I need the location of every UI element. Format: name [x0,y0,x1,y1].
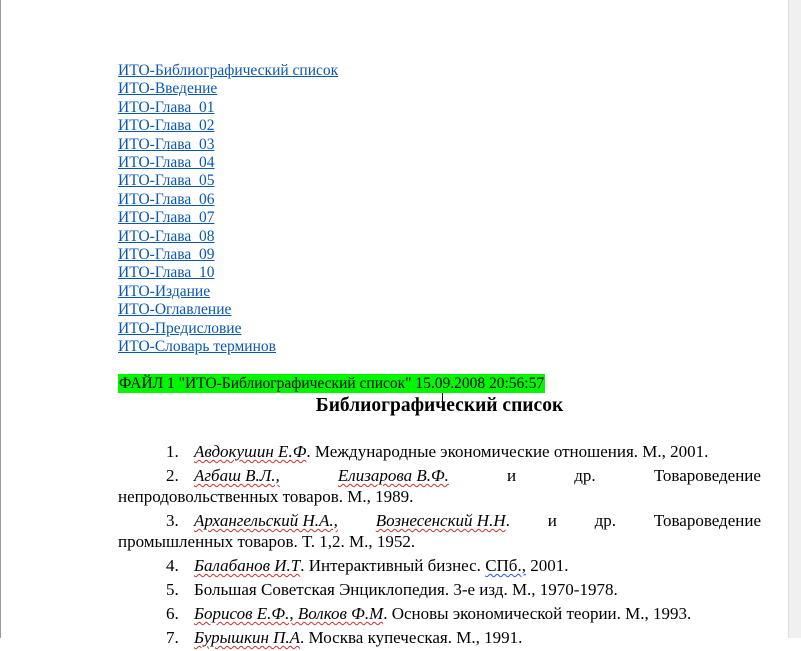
item-author: Бурышкин П.А [194,628,301,647]
link-chapter-08[interactable]: ИТО-Глава_08 [118,227,215,245]
item-word: и [507,466,517,485]
list-item [118,603,761,624]
list-item [118,465,761,507]
link-bibliography[interactable]: ИТО-Библиографический список [118,62,339,79]
item-author: Елизарова В.Ф. [337,466,449,485]
list-item [118,441,761,462]
link-chapter-01[interactable]: ИТО-Глава_01 [118,98,215,116]
item-text-continued: непродовольственных товаров. М., 1989. [118,487,414,506]
item-author: Агбаш В.Л., [194,466,280,485]
item-author: Авдокушин Е.Ф [194,442,307,461]
item-word: Товароведение [653,511,761,530]
document-title: Библиографический список [315,395,564,416]
link-contents[interactable]: ИТО-Оглавление [118,301,232,319]
item-number: 5. [166,580,179,599]
link-chapter-10[interactable]: ИТО-Глава_10 [118,264,215,282]
list-item [118,510,761,552]
hyperlink-list [118,62,338,357]
item-text: . Международные экономические отношения. М., 2001. [306,442,709,461]
item-text: . Основы экономической теории. М., 1993. [383,604,692,623]
item-city: СПб., [485,556,526,575]
item-number: 4. [166,556,179,575]
item-text: Большая Советская Энциклопедия. 3-е изд. М., 1970-1978. [194,580,618,599]
link-introduction[interactable]: ИТО-Введение [118,80,218,98]
item-number: 2. [166,466,179,485]
link-chapter-06[interactable]: ИТО-Глава_06 [118,190,215,208]
bibliography-list [118,441,761,651]
item-text: . Москва купеческая. М., 1991. [300,628,523,647]
link-chapter-04[interactable]: ИТО-Глава_04 [118,154,215,172]
item-author: Балабанов И.Т [194,556,301,575]
item-number: 7. [166,628,179,647]
link-edition[interactable]: ИТО-Издание [118,282,211,300]
item-word: . [505,511,510,530]
link-chapter-02[interactable]: ИТО-Глава_02 [118,117,215,135]
item-year: 2001. [525,556,569,575]
link-preface[interactable]: ИТО-Предисловие [118,319,242,337]
item-number: 3. [166,511,179,530]
item-author: Вознесенский Н.Н [375,511,506,530]
link-glossary[interactable]: ИТО-Словарь терминов [118,338,276,356]
list-item [118,555,761,576]
file-header-highlight: ФАЙЛ 1 "ИТО-Библиографический список" 15.09.2008 20:56:57 [119,375,545,392]
item-word: др. [594,511,617,530]
link-chapter-03[interactable]: ИТО-Глава_03 [118,135,215,153]
vertical-scrollbar[interactable] [788,0,801,638]
link-chapter-09[interactable]: ИТО-Глава_09 [118,246,215,264]
item-word: др. [574,466,596,485]
item-author: Борисов Е.Ф., Волков Ф.М [194,604,384,623]
item-text-continued: промышленных товаров. Т. 1,2. М., 1952. [118,532,416,551]
item-word: и [547,511,557,530]
item-number: 1. [166,442,179,461]
item-author: Архангельский Н.А., [194,511,338,530]
link-chapter-07[interactable]: ИТО-Глава_07 [118,209,215,227]
link-chapter-05[interactable]: ИТО-Глава_05 [118,172,215,190]
list-item [118,579,761,600]
item-text: . Интерактивный бизнес. [300,556,486,575]
item-number: 6. [166,604,179,623]
item-word: Товароведение [653,466,761,485]
